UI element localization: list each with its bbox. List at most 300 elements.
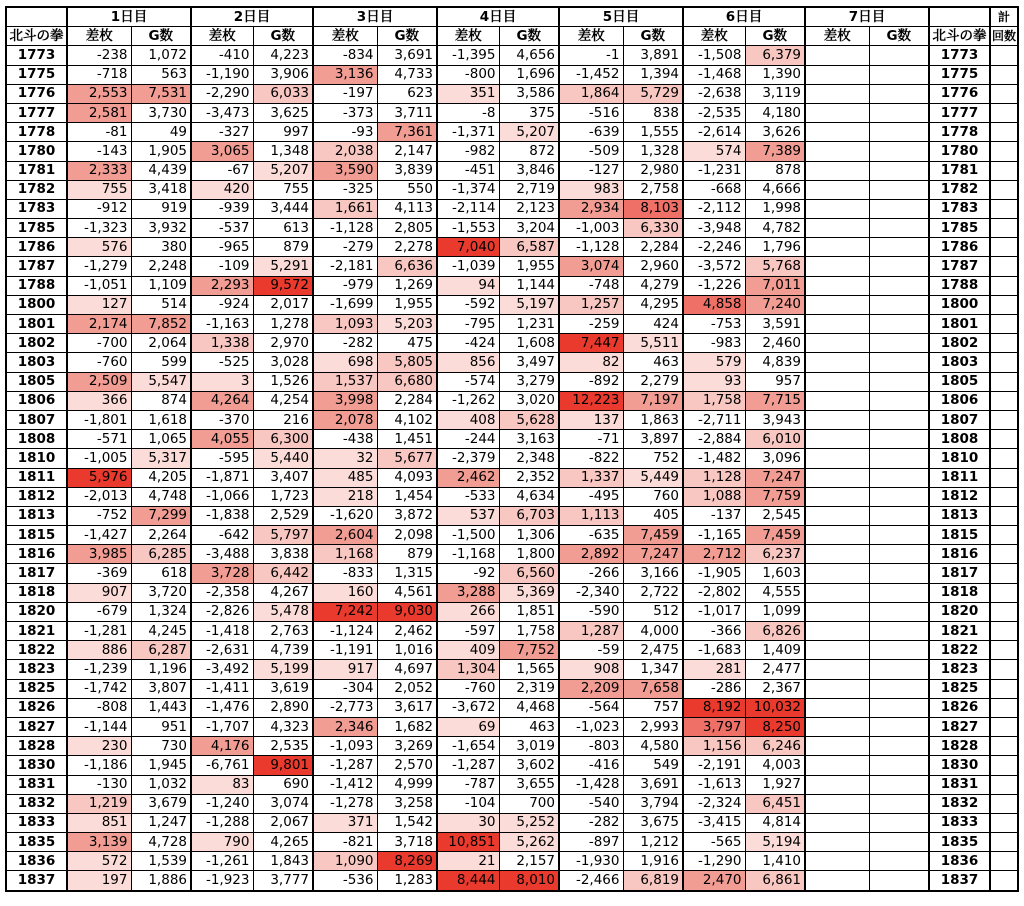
machine-id-cell-right[interactable]: 1788 [929, 276, 990, 295]
games-cell-empty[interactable] [869, 84, 929, 103]
diff-cell[interactable]: -286 [683, 679, 745, 698]
games-cell-empty[interactable] [869, 794, 929, 813]
diff-cell[interactable]: -787 [437, 775, 499, 794]
machine-id-cell-right[interactable]: 1775 [929, 65, 990, 84]
games-cell[interactable]: 760 [623, 487, 683, 506]
diff-cell[interactable]: 908 [559, 660, 623, 679]
machine-id-cell[interactable]: 1811 [6, 468, 67, 487]
games-cell[interactable]: 2,970 [253, 334, 313, 353]
diff-cell[interactable]: 1,088 [683, 487, 745, 506]
games-cell[interactable]: 3,906 [253, 65, 313, 84]
diff-cell[interactable]: -1,374 [437, 180, 499, 199]
diff-cell[interactable]: 886 [67, 641, 131, 660]
games-cell[interactable]: 6,636 [377, 257, 437, 276]
machine-id-cell[interactable]: 1836 [6, 852, 67, 871]
diff-cell-empty[interactable] [805, 257, 869, 276]
games-cell[interactable]: 5,207 [253, 161, 313, 180]
games-cell[interactable]: 7,759 [745, 487, 805, 506]
diff-cell[interactable]: -67 [191, 161, 253, 180]
games-cell[interactable]: 1,927 [745, 775, 805, 794]
games-cell[interactable]: 3,943 [745, 410, 805, 429]
games-cell[interactable]: 463 [623, 353, 683, 372]
games-cell[interactable]: 3,258 [377, 794, 437, 813]
games-cell[interactable]: 3,166 [623, 564, 683, 583]
games-cell[interactable]: 6,285 [131, 545, 191, 564]
games-header[interactable]: G数 [253, 27, 313, 46]
diff-cell[interactable]: 2,712 [683, 545, 745, 564]
games-cell[interactable]: 3,407 [253, 468, 313, 487]
machine-id-cell[interactable]: 1778 [6, 123, 67, 142]
diff-cell[interactable]: 2,892 [559, 545, 623, 564]
games-cell[interactable]: 1,315 [377, 564, 437, 583]
machine-id-cell[interactable]: 1787 [6, 257, 67, 276]
diff-cell[interactable]: 5,976 [67, 468, 131, 487]
total-count-cell[interactable] [990, 123, 1018, 142]
games-header[interactable]: G数 [131, 27, 191, 46]
games-cell[interactable]: 838 [623, 103, 683, 122]
diff-cell[interactable]: -595 [191, 449, 253, 468]
diff-cell[interactable]: -752 [67, 506, 131, 525]
games-cell[interactable]: 2,763 [253, 622, 313, 641]
machine-id-cell-right[interactable]: 1811 [929, 468, 990, 487]
games-cell[interactable]: 2,980 [623, 161, 683, 180]
diff-cell[interactable]: -2,535 [683, 103, 745, 122]
games-cell[interactable]: 1,696 [499, 65, 559, 84]
diff-cell[interactable]: 7,040 [437, 238, 499, 257]
diff-cell[interactable]: -3,948 [683, 219, 745, 238]
diff-cell[interactable]: 2,078 [313, 410, 377, 429]
machine-id-cell-right[interactable]: 1777 [929, 103, 990, 122]
games-cell[interactable]: 4,555 [745, 583, 805, 602]
diff-cell[interactable]: 1,337 [559, 468, 623, 487]
diff-cell[interactable]: 755 [67, 180, 131, 199]
diff-cell-empty[interactable] [805, 871, 869, 891]
diff-cell[interactable]: -540 [559, 794, 623, 813]
games-cell-empty[interactable] [869, 334, 929, 353]
diff-cell[interactable]: -1,128 [313, 219, 377, 238]
games-cell[interactable]: 919 [131, 199, 191, 218]
games-cell[interactable]: 2,264 [131, 526, 191, 545]
diff-cell[interactable]: 2,470 [683, 871, 745, 891]
games-cell[interactable]: 6,287 [131, 641, 191, 660]
games-cell[interactable]: 2,248 [131, 257, 191, 276]
games-cell[interactable]: 7,658 [623, 679, 683, 698]
games-cell[interactable]: 1,955 [377, 295, 437, 314]
games-cell[interactable]: 5,262 [499, 833, 559, 852]
total-count-cell[interactable] [990, 487, 1018, 506]
games-cell[interactable]: 3,807 [131, 679, 191, 698]
diff-cell[interactable]: -1,261 [191, 852, 253, 871]
games-cell[interactable]: 1,016 [377, 641, 437, 660]
games-cell[interactable]: 6,330 [623, 219, 683, 238]
games-cell[interactable]: 2,890 [253, 698, 313, 717]
games-cell[interactable]: 690 [253, 775, 313, 794]
games-cell[interactable]: 2,284 [377, 391, 437, 410]
machine-id-cell[interactable]: 1782 [6, 180, 67, 199]
machine-label-header[interactable]: 北斗の拳 [6, 27, 67, 46]
total-count-cell[interactable] [990, 660, 1018, 679]
machine-id-cell-right[interactable]: 1836 [929, 852, 990, 871]
total-count-cell[interactable] [990, 545, 1018, 564]
diff-cell[interactable]: -238 [67, 46, 131, 65]
games-cell[interactable]: 2,284 [623, 238, 683, 257]
diff-cell[interactable]: 137 [559, 410, 623, 429]
games-cell-empty[interactable] [869, 526, 929, 545]
diff-cell-empty[interactable] [805, 315, 869, 334]
total-count-cell[interactable] [990, 871, 1018, 891]
games-cell[interactable]: 4,468 [499, 698, 559, 717]
diff-cell[interactable]: 266 [437, 602, 499, 621]
diff-cell[interactable]: 485 [313, 468, 377, 487]
diff-cell[interactable]: -6,761 [191, 756, 253, 775]
games-cell[interactable]: 1,443 [131, 698, 191, 717]
diff-cell[interactable]: -1,287 [437, 756, 499, 775]
games-cell[interactable]: 1,065 [131, 430, 191, 449]
total-count-cell[interactable] [990, 391, 1018, 410]
diff-cell-empty[interactable] [805, 756, 869, 775]
games-cell-empty[interactable] [869, 142, 929, 161]
machine-id-cell-right[interactable]: 1801 [929, 315, 990, 334]
diff-cell[interactable]: -3,415 [683, 813, 745, 832]
diff-cell[interactable]: -700 [67, 334, 131, 353]
games-cell[interactable]: 7,197 [623, 391, 683, 410]
diff-cell-empty[interactable] [805, 46, 869, 65]
diff-cell[interactable]: 3,139 [67, 833, 131, 852]
games-cell[interactable]: 700 [499, 794, 559, 813]
games-cell[interactable]: 2,279 [623, 372, 683, 391]
diff-cell[interactable]: -2,631 [191, 641, 253, 660]
games-cell[interactable]: 1,608 [499, 334, 559, 353]
diff-cell[interactable]: 917 [313, 660, 377, 679]
games-cell[interactable]: 1,409 [745, 641, 805, 660]
diff-cell[interactable]: -635 [559, 526, 623, 545]
diff-cell[interactable]: -279 [313, 238, 377, 257]
total-count-cell[interactable] [990, 103, 1018, 122]
games-cell[interactable]: 3,119 [745, 84, 805, 103]
machine-id-cell-right[interactable]: 1783 [929, 199, 990, 218]
total-count-cell[interactable] [990, 564, 1018, 583]
games-cell-empty[interactable] [869, 564, 929, 583]
total-count-cell[interactable] [990, 180, 1018, 199]
diff-cell[interactable]: -2,013 [67, 487, 131, 506]
diff-cell[interactable]: 576 [67, 238, 131, 257]
games-cell[interactable]: 3,932 [131, 219, 191, 238]
right-corner-cell[interactable] [929, 7, 990, 27]
machine-label-header-right[interactable]: 北斗の拳 [929, 27, 990, 46]
games-cell[interactable]: 1,851 [499, 602, 559, 621]
games-cell-empty[interactable] [869, 583, 929, 602]
diff-cell[interactable]: 93 [683, 372, 745, 391]
machine-id-cell-right[interactable]: 1837 [929, 871, 990, 891]
games-cell-empty[interactable] [869, 46, 929, 65]
games-cell[interactable]: 4,245 [131, 622, 191, 641]
machine-id-cell-right[interactable]: 1822 [929, 641, 990, 660]
diff-cell[interactable]: 408 [437, 410, 499, 429]
diff-cell[interactable]: 8,444 [437, 871, 499, 891]
games-cell[interactable]: 2,529 [253, 506, 313, 525]
diff-cell[interactable]: -1,124 [313, 622, 377, 641]
total-count-cell[interactable] [990, 717, 1018, 736]
diff-header[interactable]: 差枚 [437, 27, 499, 46]
machine-id-cell-right[interactable]: 1820 [929, 602, 990, 621]
diff-cell[interactable]: 3,998 [313, 391, 377, 410]
diff-cell[interactable]: -525 [191, 353, 253, 372]
diff-cell[interactable]: -3,488 [191, 545, 253, 564]
diff-cell[interactable]: -897 [559, 833, 623, 852]
games-cell[interactable]: 1,998 [745, 199, 805, 218]
games-cell[interactable]: 1,843 [253, 852, 313, 871]
games-cell-empty[interactable] [869, 660, 929, 679]
games-cell[interactable]: 4,697 [377, 660, 437, 679]
diff-cell[interactable]: -2,466 [559, 871, 623, 891]
machine-id-cell[interactable]: 1788 [6, 276, 67, 295]
machine-id-cell-right[interactable]: 1813 [929, 506, 990, 525]
games-cell-empty[interactable] [869, 391, 929, 410]
total-count-cell[interactable] [990, 46, 1018, 65]
diff-cell[interactable]: 1,287 [559, 622, 623, 641]
diff-cell[interactable]: -3,672 [437, 698, 499, 717]
diff-cell[interactable]: -1,163 [191, 315, 253, 334]
diff-cell-empty[interactable] [805, 545, 869, 564]
diff-cell[interactable]: -2,379 [437, 449, 499, 468]
machine-id-cell[interactable]: 1808 [6, 430, 67, 449]
games-cell[interactable]: 1,348 [253, 142, 313, 161]
diff-cell-empty[interactable] [805, 717, 869, 736]
games-cell[interactable]: 6,560 [499, 564, 559, 583]
diff-header[interactable]: 差枚 [67, 27, 131, 46]
games-cell[interactable]: 3,602 [499, 756, 559, 775]
diff-cell[interactable]: -1,654 [437, 737, 499, 756]
total-count-cell[interactable] [990, 295, 1018, 314]
games-cell[interactable]: 2,348 [499, 449, 559, 468]
diff-cell[interactable]: -1,427 [67, 526, 131, 545]
total-count-cell[interactable] [990, 276, 1018, 295]
diff-cell-empty[interactable] [805, 391, 869, 410]
diff-cell[interactable]: -1,801 [67, 410, 131, 429]
games-cell[interactable]: 4,254 [253, 391, 313, 410]
games-cell-empty[interactable] [869, 257, 929, 276]
total-count-cell[interactable] [990, 449, 1018, 468]
diff-cell[interactable]: -2,112 [683, 199, 745, 218]
diff-cell[interactable]: 4,176 [191, 737, 253, 756]
diff-cell[interactable]: 3,797 [683, 717, 745, 736]
games-cell[interactable]: 375 [499, 103, 559, 122]
games-cell[interactable]: 3,730 [131, 103, 191, 122]
games-cell[interactable]: 1,454 [377, 487, 437, 506]
games-cell[interactable]: 4,093 [377, 468, 437, 487]
diff-cell[interactable]: -1,278 [313, 794, 377, 813]
games-cell[interactable]: 1,394 [623, 65, 683, 84]
diff-cell[interactable]: -259 [559, 315, 623, 334]
diff-cell[interactable]: 83 [191, 775, 253, 794]
machine-id-cell[interactable]: 1820 [6, 602, 67, 621]
diff-cell[interactable]: -59 [559, 641, 623, 660]
games-cell[interactable]: 463 [499, 717, 559, 736]
games-cell[interactable]: 6,680 [377, 372, 437, 391]
diff-cell-empty[interactable] [805, 199, 869, 218]
games-cell[interactable]: 3,586 [499, 84, 559, 103]
games-cell[interactable]: 5,440 [253, 449, 313, 468]
games-cell[interactable]: 6,300 [253, 430, 313, 449]
diff-cell[interactable]: 2,346 [313, 717, 377, 736]
machine-id-cell-right[interactable]: 1817 [929, 564, 990, 583]
diff-cell-empty[interactable] [805, 180, 869, 199]
games-cell-empty[interactable] [869, 717, 929, 736]
diff-cell-empty[interactable] [805, 602, 869, 621]
diff-cell-empty[interactable] [805, 295, 869, 314]
games-cell[interactable]: 5,199 [253, 660, 313, 679]
games-cell[interactable]: 3,279 [499, 372, 559, 391]
games-cell-empty[interactable] [869, 737, 929, 756]
games-cell[interactable]: 4,748 [131, 487, 191, 506]
diff-cell-empty[interactable] [805, 833, 869, 852]
games-cell[interactable]: 7,240 [745, 295, 805, 314]
games-cell[interactable]: 4,782 [745, 219, 805, 238]
diff-cell-empty[interactable] [805, 794, 869, 813]
diff-cell[interactable]: -1,281 [67, 622, 131, 641]
diff-cell[interactable]: -979 [313, 276, 377, 295]
total-count-cell[interactable] [990, 526, 1018, 545]
games-cell[interactable]: 8,269 [377, 852, 437, 871]
diff-cell[interactable]: 851 [67, 813, 131, 832]
games-cell[interactable]: 6,826 [745, 622, 805, 641]
diff-cell[interactable]: -597 [437, 622, 499, 641]
diff-cell[interactable]: -1,128 [559, 238, 623, 257]
machine-id-cell[interactable]: 1813 [6, 506, 67, 525]
machine-id-cell-right[interactable]: 1782 [929, 180, 990, 199]
machine-id-cell[interactable]: 1776 [6, 84, 67, 103]
diff-cell-empty[interactable] [805, 583, 869, 602]
games-cell[interactable]: 2,352 [499, 468, 559, 487]
diff-cell[interactable]: -1,066 [191, 487, 253, 506]
games-cell-empty[interactable] [869, 353, 929, 372]
diff-cell[interactable]: -1,039 [437, 257, 499, 276]
games-cell[interactable]: 5,768 [745, 257, 805, 276]
diff-cell[interactable]: -642 [191, 526, 253, 545]
games-cell[interactable]: 5,291 [253, 257, 313, 276]
day-header[interactable]: 3日目 [313, 7, 437, 27]
games-cell[interactable]: 8,103 [623, 199, 683, 218]
diff-cell[interactable]: 4,055 [191, 430, 253, 449]
games-cell[interactable]: 3,679 [131, 794, 191, 813]
diff-cell[interactable]: -834 [313, 46, 377, 65]
diff-cell-empty[interactable] [805, 103, 869, 122]
games-cell[interactable]: 7,389 [745, 142, 805, 161]
diff-cell[interactable]: 2,934 [559, 199, 623, 218]
diff-header[interactable]: 差枚 [683, 27, 745, 46]
games-cell-empty[interactable] [869, 410, 929, 429]
games-cell[interactable]: 2,367 [745, 679, 805, 698]
diff-cell[interactable]: -833 [313, 564, 377, 583]
diff-cell[interactable]: -1,476 [191, 698, 253, 717]
diff-cell[interactable]: 1,090 [313, 852, 377, 871]
diff-header[interactable]: 差枚 [805, 27, 869, 46]
diff-cell[interactable]: -516 [559, 103, 623, 122]
games-cell[interactable]: 4,814 [745, 813, 805, 832]
diff-cell[interactable]: -2,884 [683, 430, 745, 449]
diff-cell[interactable]: 1,661 [313, 199, 377, 218]
games-cell-empty[interactable] [869, 871, 929, 891]
games-cell[interactable]: 4,265 [253, 833, 313, 852]
diff-cell[interactable]: 537 [437, 506, 499, 525]
games-cell[interactable]: 3,444 [253, 199, 313, 218]
diff-cell[interactable]: -1,452 [559, 65, 623, 84]
machine-id-cell-right[interactable]: 1802 [929, 334, 990, 353]
games-cell[interactable]: 6,451 [745, 794, 805, 813]
games-cell[interactable]: 8,010 [499, 871, 559, 891]
diff-header[interactable]: 差枚 [313, 27, 377, 46]
machine-id-cell[interactable]: 1806 [6, 391, 67, 410]
diff-cell[interactable]: -1,186 [67, 756, 131, 775]
diff-header[interactable]: 差枚 [559, 27, 623, 46]
games-cell[interactable]: 878 [745, 161, 805, 180]
machine-id-cell-right[interactable]: 1830 [929, 756, 990, 775]
diff-cell-empty[interactable] [805, 641, 869, 660]
machine-id-cell[interactable]: 1802 [6, 334, 67, 353]
machine-id-cell-right[interactable]: 1805 [929, 372, 990, 391]
games-cell[interactable]: 2,052 [377, 679, 437, 698]
games-cell[interactable]: 752 [623, 449, 683, 468]
games-cell-empty[interactable] [869, 756, 929, 775]
games-cell[interactable]: 9,572 [253, 276, 313, 295]
games-cell[interactable]: 3,711 [377, 103, 437, 122]
diff-cell[interactable]: -451 [437, 161, 499, 180]
diff-cell[interactable]: -92 [437, 564, 499, 583]
games-cell-empty[interactable] [869, 123, 929, 142]
games-cell[interactable]: 8,250 [745, 717, 805, 736]
diff-cell[interactable]: 281 [683, 660, 745, 679]
diff-cell-empty[interactable] [805, 737, 869, 756]
diff-cell[interactable]: -537 [191, 219, 253, 238]
total-count-cell[interactable] [990, 315, 1018, 334]
total-count-cell[interactable] [990, 506, 1018, 525]
diff-cell[interactable]: 127 [67, 295, 131, 314]
machine-id-cell[interactable]: 1821 [6, 622, 67, 641]
games-cell-empty[interactable] [869, 65, 929, 84]
games-cell[interactable]: 2,147 [377, 142, 437, 161]
games-cell[interactable]: 872 [499, 142, 559, 161]
games-cell[interactable]: 4,267 [253, 583, 313, 602]
games-cell[interactable]: 613 [253, 219, 313, 238]
machine-id-cell-right[interactable]: 1833 [929, 813, 990, 832]
machine-id-cell[interactable]: 1837 [6, 871, 67, 891]
diff-cell[interactable]: 366 [67, 391, 131, 410]
games-cell[interactable]: 3,720 [131, 583, 191, 602]
games-cell[interactable]: 599 [131, 353, 191, 372]
diff-cell[interactable]: -892 [559, 372, 623, 391]
total-count-cell[interactable] [990, 775, 1018, 794]
games-cell[interactable]: 4,439 [131, 161, 191, 180]
games-cell[interactable]: 5,252 [499, 813, 559, 832]
games-cell[interactable]: 618 [131, 564, 191, 583]
games-cell[interactable]: 4,561 [377, 583, 437, 602]
diff-cell[interactable]: -109 [191, 257, 253, 276]
total-count-cell[interactable] [990, 813, 1018, 832]
games-cell[interactable]: 2,535 [253, 737, 313, 756]
machine-id-cell[interactable]: 1833 [6, 813, 67, 832]
machine-id-cell[interactable]: 1801 [6, 315, 67, 334]
games-cell[interactable]: 3,617 [377, 698, 437, 717]
games-cell[interactable]: 475 [377, 334, 437, 353]
diff-cell[interactable]: 2,553 [67, 84, 131, 103]
diff-cell[interactable]: 1,758 [683, 391, 745, 410]
games-cell[interactable]: 3,020 [499, 391, 559, 410]
diff-cell[interactable]: -1,482 [683, 449, 745, 468]
diff-cell[interactable]: -1,371 [437, 123, 499, 142]
diff-cell[interactable]: -2,358 [191, 583, 253, 602]
games-cell[interactable]: 2,719 [499, 180, 559, 199]
games-cell-empty[interactable] [869, 679, 929, 698]
